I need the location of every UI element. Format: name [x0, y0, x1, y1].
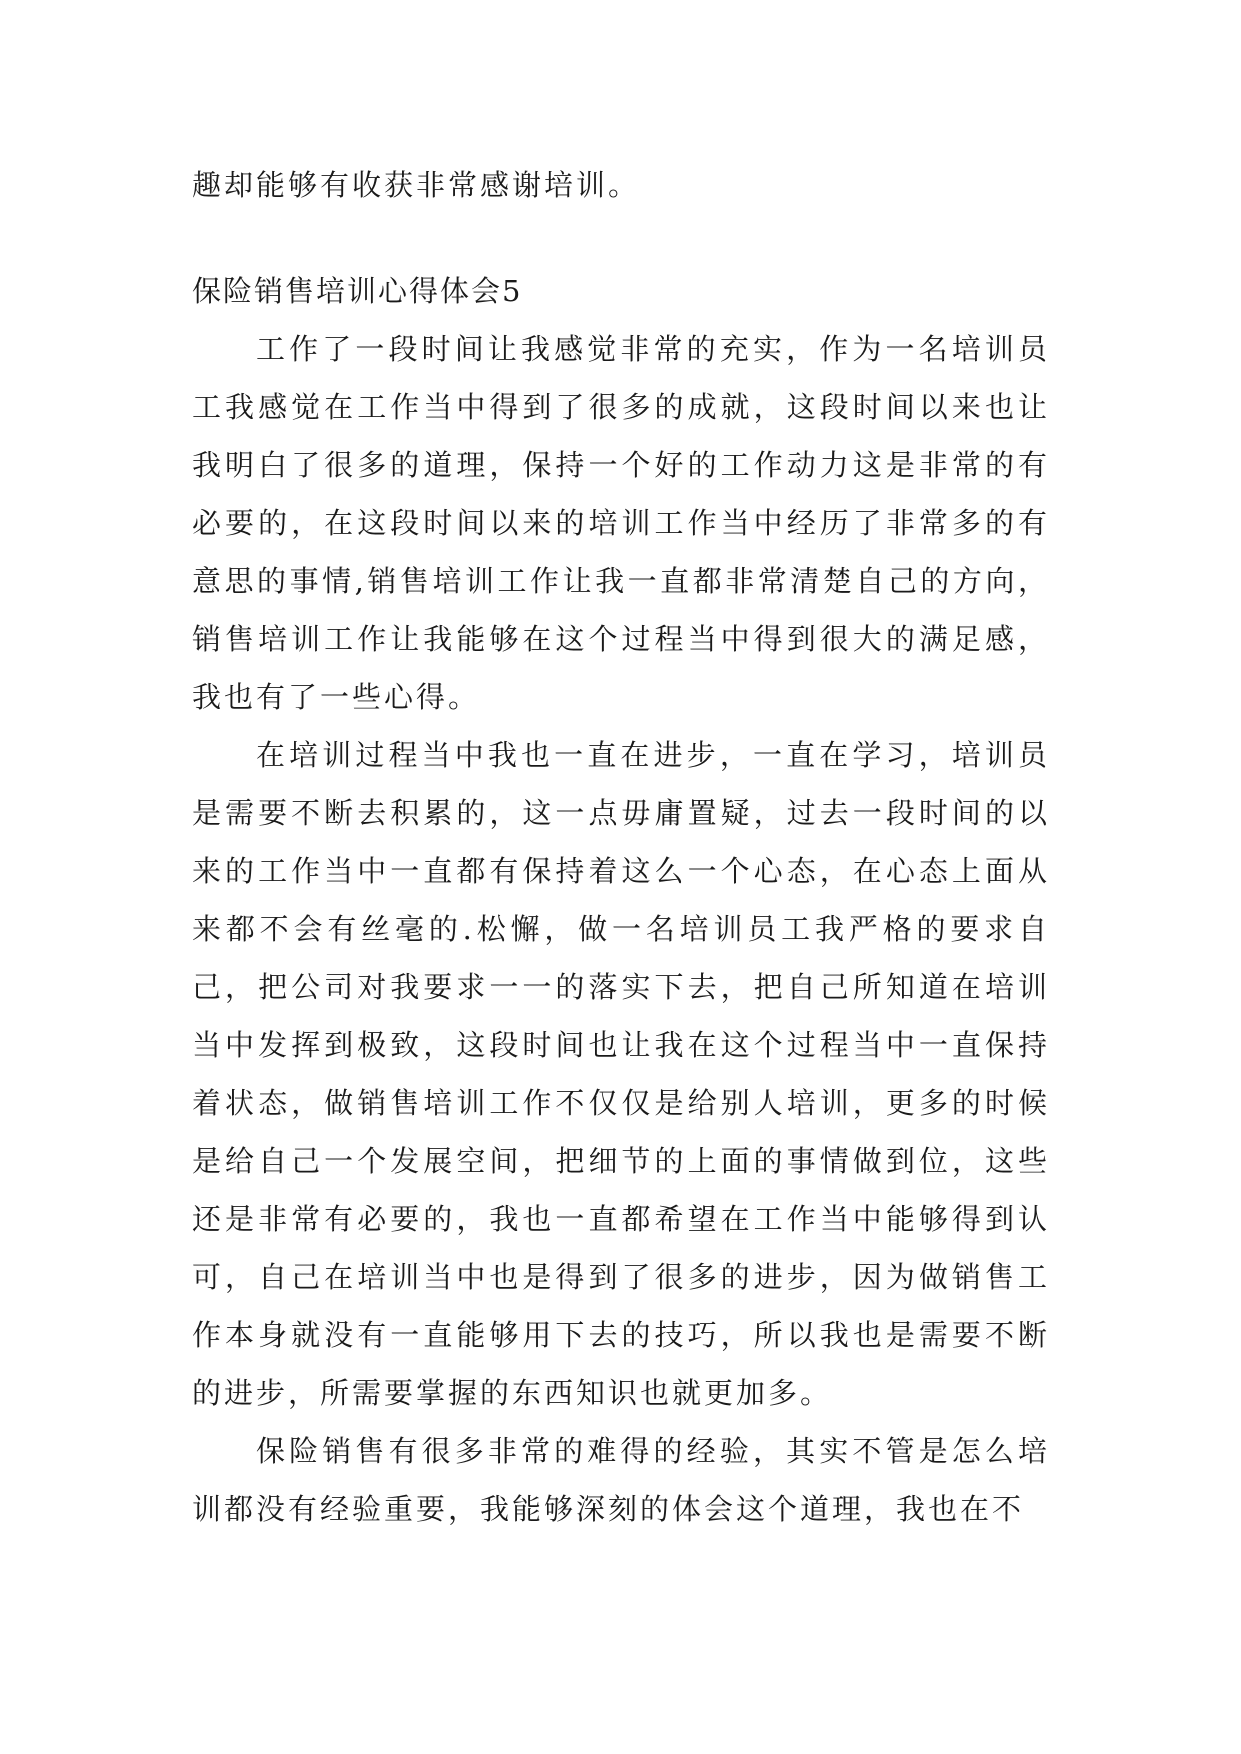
- paragraph: 工作了一段时间让我感觉非常的充实，作为一名培训员工我感觉在工作当中得到了很多的成就，这段时间以来也让我明白了很多的道理，保持一个好的工作动力这是非常的有必要的，在这段时间以来的培训工作当中经历了非常多的有意思的事情,销售培训工作让我一直都非常清楚自己的方向，销售培训工作让我能够在这个过程当中得到很大的满足感，我也有了一些心得。: [192, 332, 1050, 714]
- body-text: [192, 320, 1050, 1538]
- section-title: 保险销售培训心得体会5: [192, 274, 523, 308]
- paragraph: 保险销售有很多非常的难得的经验，其实不管是怎么培训都没有经验重要，我能够深刻的体会这个道理，我也在不: [192, 1434, 1050, 1526]
- paragraph: 在培训过程当中我也一直在进步，一直在学习，培训员是需要不断去积累的，这一点毋庸置疑，过去一段时间的以来的工作当中一直都有保持着这么一个心态，在心态上面从来都不会有丝毫的.松懈，做一名培训员工我严格的要求自己，把公司对我要求一一的落实下去，把自己所知道在培训当中发挥到极致，这段时间也让我在这个过程当中一直保持着状态，做销售培训工作不仅仅是给别人培训，更多的时候是给自己一个发展空间，把细节的上面的事情做到位，这些还是非常有必要的，我也一直都希望在工作当中能够得到认可，自己在培训当中也是得到了很多的进步，因为做销售工作本身就没有一直能够用下去的技巧，所以我也是需要不断的进步，所需要掌握的东西知识也就更加多。: [192, 738, 1050, 1410]
- continuation-text: 趣却能够有收获非常感谢培训。: [192, 168, 641, 202]
